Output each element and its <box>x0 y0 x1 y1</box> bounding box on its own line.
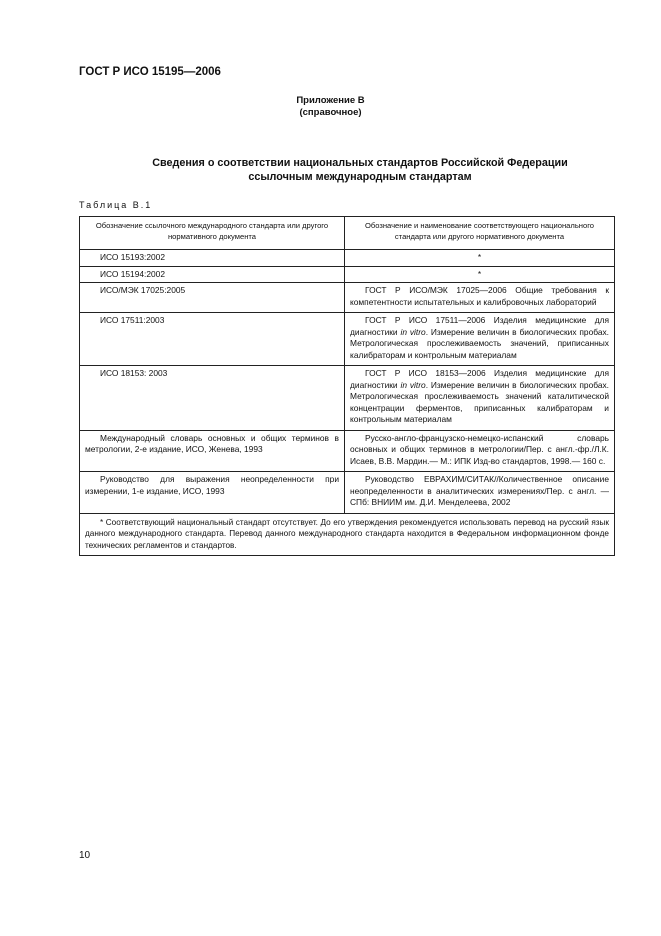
national-cell <box>345 283 615 313</box>
reference-cell: ИСО 15193:2002 <box>80 250 345 267</box>
document-code: ГОСТ Р ИСО 15195—2006 <box>79 66 221 78</box>
title-line-1: Сведения о соответствии национальных стандартов Российской Федерации <box>152 157 568 169</box>
title-line-2: ссылочным международным стандартам <box>248 171 472 183</box>
national-cell <box>345 472 615 514</box>
reference-cell <box>80 472 345 514</box>
reference-cell: ИСО/МЭК 17025:2005 <box>80 283 345 313</box>
reference-cell <box>80 430 345 472</box>
table-footnote-row <box>80 513 615 556</box>
reference-text: Руководство для выражения неопределенности при измерении, 1-е издание, ИСО, 1993 <box>85 474 339 496</box>
col-header-reference: Обозначение ссылочного международного стандарта или другого нормативного документа <box>80 217 345 250</box>
table-caption: Таблица В.1 <box>79 200 153 210</box>
national-text-part: . Измерение величин в биологических пробах. Метрологическая прослеживаемость значений каталитической концентрации ферментов, приписанных калибраторам и контрольным материалам <box>350 379 610 424</box>
reference-cell: ИСО 15194:2002 <box>80 266 345 283</box>
national-text-part: . Измерение величин в биологических пробах. Метрологическая прослеживаемость значений, приписанных калибраторам и контрольным материалам <box>350 326 610 360</box>
appendix-heading <box>0 95 661 119</box>
footnote-text: * Соответствующий национальный стандарт отсутствует. До его утверждения рекомендуется использовать перевод на русский язык данного международного стандарта. Перевод данного международного стандарта находится в Федеральном информационном фонде технических регламентов и стандартов. <box>85 517 609 550</box>
table-footnote <box>80 513 615 556</box>
page-number: 10 <box>79 850 91 861</box>
reference-cell: ИСО 18153: 2003 <box>80 366 345 431</box>
correspondence-table <box>79 216 615 556</box>
table-row <box>80 266 615 283</box>
appendix-label: Приложение В <box>296 95 365 106</box>
table-row <box>80 366 615 431</box>
national-text-part: ГОСТ Р ИСО 17511—2006 Изделия медицинские для диагностики <box>350 315 609 337</box>
table-header-row <box>80 217 615 250</box>
national-cell <box>345 313 615 366</box>
national-cell: * <box>345 266 615 283</box>
reference-text: Международный словарь основных и общих терминов в метрологии, 2-е издание, ИСО, Женева, 1993 <box>85 432 339 454</box>
national-cell <box>345 366 615 431</box>
appendix-type: (справочное) <box>299 107 362 118</box>
national-text: ГОСТ Р ИСО/МЭК 17025—2006 Общие требования к компетентности испытательных и калибровочных лабораторий <box>350 285 609 307</box>
national-cell <box>345 430 615 472</box>
table-row <box>80 313 615 366</box>
col-header-national: Обозначение и наименование соответствующего национального стандарта или другого нормативного документа <box>345 217 615 250</box>
reference-cell: ИСО 17511:2003 <box>80 313 345 366</box>
table-row <box>80 430 615 472</box>
national-text: Русско-англо-французско-немецко-испанский словарь основных и общих терминов в метрологии/Пер. с англ.-фр./Л.К. Исаев, В.В. Мардин.— М.: ИПК Изд-во стандартов, 1998.— 160 с. <box>350 432 609 466</box>
national-text: Руководство ЕВРАХИМ/СИТАК//Количественное описание неопределенности в аналитических измерениях/Пер. с англ. — СПб: ВНИИМ им. Д.И. Менделеева, 2002 <box>350 474 609 507</box>
table-row <box>80 250 615 267</box>
national-text <box>350 368 609 426</box>
table-row <box>80 283 615 313</box>
national-text-part: ГОСТ Р ИСО 18153—2006 Изделия медицинские для диагностики <box>350 368 609 390</box>
national-text-italic: in vitro <box>400 326 426 337</box>
appendix-title <box>60 156 660 184</box>
national-cell: * <box>345 250 615 267</box>
national-text <box>350 315 609 361</box>
national-text-italic: in vitro <box>400 379 426 390</box>
table-row <box>80 472 615 514</box>
